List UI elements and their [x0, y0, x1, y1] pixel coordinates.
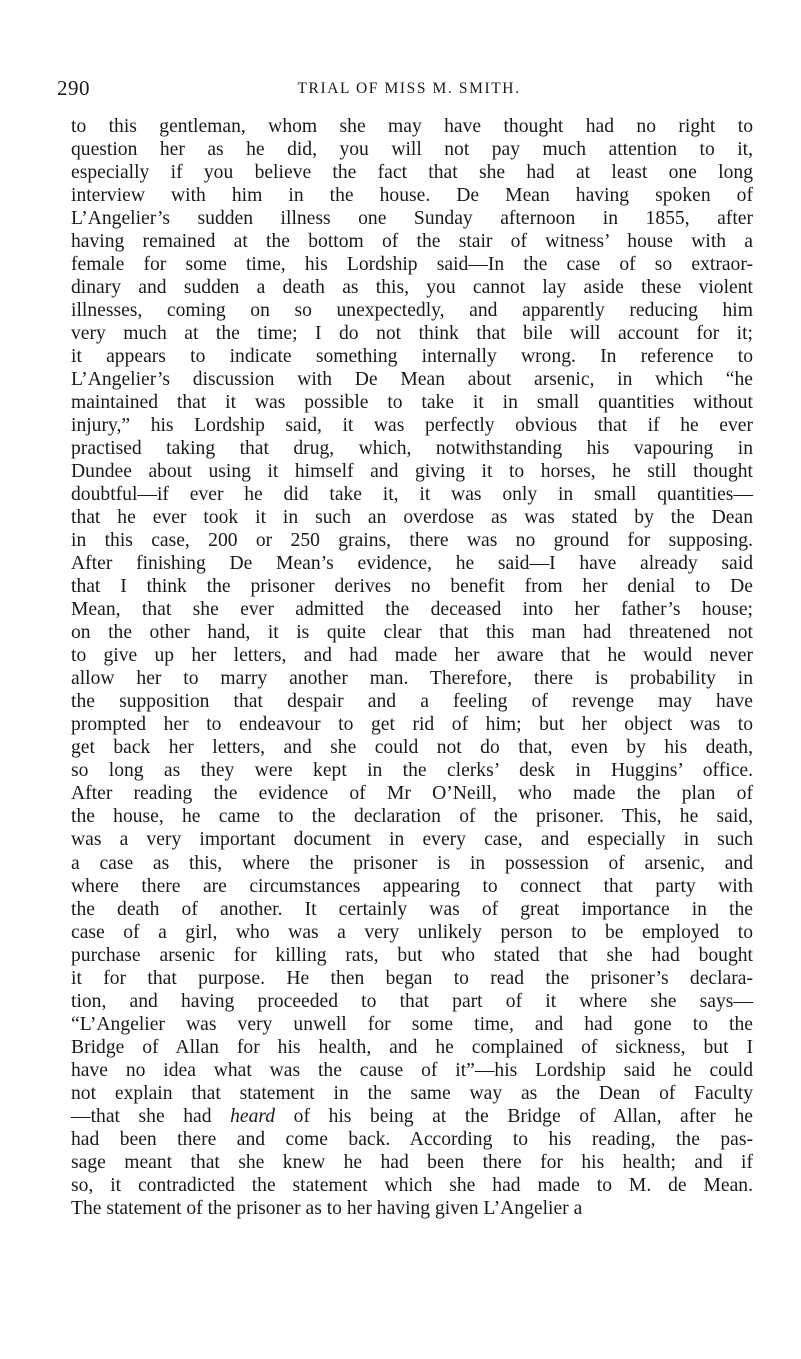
text-line: purchase arsenic for killing rats, but who stated that she had bought: [71, 944, 753, 966]
text-line: was a very important document in every case, and especially in such: [71, 829, 753, 851]
text-line: sage meant that she knew he had been there for his health; and if: [71, 1151, 753, 1173]
text-line: allow her to marry another man. Therefore, there is probability in: [71, 668, 753, 690]
text-line: tion, and having proceeded to that part of it where she says—: [71, 990, 753, 1012]
text-line: After finishing De Mean’s evidence, he said—I have already said: [71, 553, 753, 575]
text-line: to give up her letters, and had made her aware that he would never: [71, 645, 753, 667]
text-line: interview with him in the house. De Mean having spoken of: [71, 185, 753, 207]
text-line: the death of another. It certainly was of great importance in the: [71, 898, 753, 920]
text-line: female for some time, his Lordship said—In the case of so extraor-: [71, 254, 753, 276]
running-head: [57, 76, 761, 104]
text-line: question her as he did, you will not pay much attention to it,: [71, 139, 753, 161]
text-line: —that she had heard of his being at the Bridge of Allan, after he: [71, 1105, 753, 1127]
text-line: where there are circumstances appearing to connect that party with: [71, 875, 753, 897]
text-line: The statement of the prisoner as to her having given L’Angelier a: [71, 1197, 583, 1219]
text-line: get back her letters, and she could not do that, even by his death,: [71, 737, 753, 759]
text-line: case of a girl, who was a very unlikely person to be employed to: [71, 921, 753, 943]
text-line: injury,” his Lordship said, it was perfectly obvious that if he ever: [71, 415, 753, 437]
text-line: the supposition that despair and a feeling of revenge may have: [71, 691, 753, 713]
text-line: doubtful—if ever he did take it, it was only in small quantities—: [71, 484, 753, 506]
text-line: that I think the prisoner derives no benefit from her denial to De: [71, 576, 753, 598]
body-text: [71, 115, 753, 1220]
text-line: not explain that statement in the same way as the Dean of Faculty: [71, 1082, 753, 1104]
text-line: especially if you believe the fact that she had at least one long: [71, 162, 753, 184]
text-line: so long as they were kept in the clerks’ desk in Huggins’ office.: [71, 760, 753, 782]
text-line: L’Angelier’s sudden illness one Sunday afternoon in 1855, after: [71, 208, 753, 230]
text-line: on the other hand, it is quite clear that this man had threatened not: [71, 622, 753, 644]
page-number: 290: [57, 76, 90, 100]
text-line: in this case, 200 or 250 grains, there was no ground for supposing.: [71, 530, 753, 552]
text-line: it for that purpose. He then began to read the prisoner’s declara-: [71, 967, 753, 989]
text-line: a case as this, where the prisoner is in possession of arsenic, and: [71, 852, 753, 874]
text-line: maintained that it was possible to take it in small quantities without: [71, 392, 753, 414]
text-line: Bridge of Allan for his health, and he complained of sickness, but I: [71, 1036, 753, 1058]
text-line: prompted her to endeavour to get rid of him; but her object was to: [71, 714, 753, 736]
text-line: having remained at the bottom of the stair of witness’ house with a: [71, 231, 753, 253]
header-title: TRIAL OF MISS M. SMITH.: [297, 80, 521, 97]
text-line: “L’Angelier was very unwell for some time, and had gone to the: [71, 1013, 753, 1035]
text-line: it appears to indicate something internally wrong. In reference to: [71, 346, 753, 368]
text-line: very much at the time; I do not think that bile will account for it;: [71, 323, 753, 345]
text-line: L’Angelier’s discussion with De Mean about arsenic, in which “he: [71, 369, 753, 391]
text-line: had been there and come back. According to his reading, the pas-: [71, 1128, 753, 1150]
text-line: to this gentleman, whom she may have thought had no right to: [71, 116, 753, 137]
text-line: illnesses, coming on so unexpectedly, and apparently reducing him: [71, 300, 753, 322]
text-line: After reading the evidence of Mr O’Neill, who made the plan of: [71, 783, 753, 805]
text-line: that he ever took it in such an overdose as was stated by the Dean: [71, 507, 753, 529]
text-line: so, it contradicted the statement which she had made to M. de Mean.: [71, 1174, 753, 1196]
text-line: practised taking that drug, which, notwithstanding his vapouring in: [71, 438, 753, 460]
text-line: dinary and sudden a death as this, you cannot lay aside these violent: [71, 277, 753, 299]
text-line: Dundee about using it himself and giving it to horses, he still thought: [71, 461, 753, 483]
text-line: have no idea what was the cause of it”—his Lordship said he could: [71, 1059, 753, 1081]
text-line: the house, he came to the declaration of the prisoner. This, he said,: [71, 806, 753, 828]
text-line: Mean, that she ever admitted the deceased into her father’s house;: [71, 599, 753, 621]
